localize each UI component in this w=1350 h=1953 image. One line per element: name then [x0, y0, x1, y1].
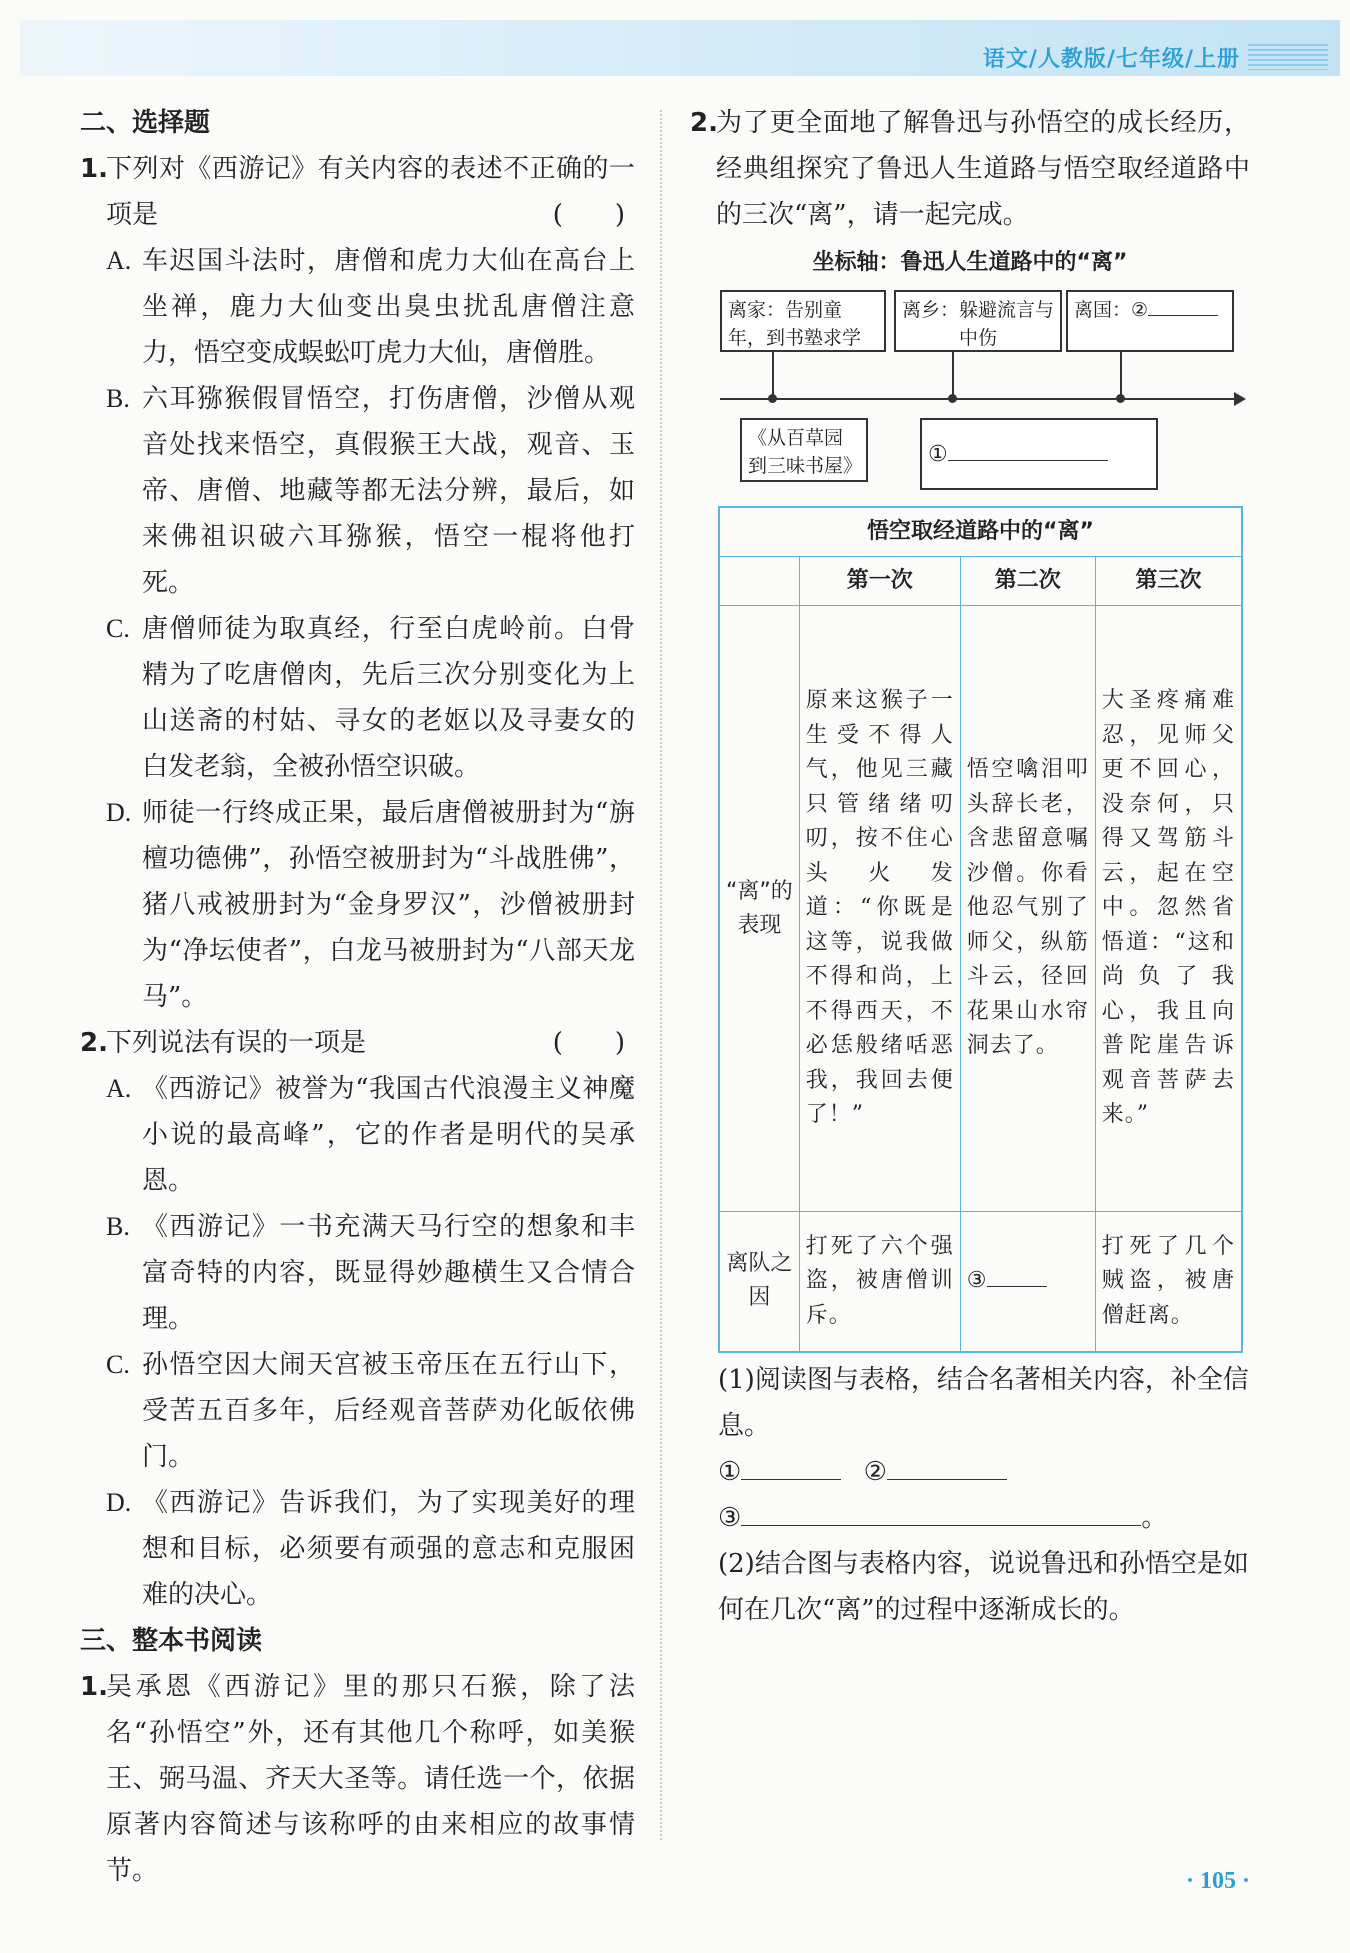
question-stem: 下列对《西游记》有关内容的表述不正确的一项是 ( ) [106, 146, 635, 238]
table-cell-blank-3: ③ [960, 1212, 1095, 1352]
blank-3[interactable] [987, 1286, 1047, 1287]
answer-paren[interactable]: ( ) [552, 1028, 625, 1058]
question-number: 2. [80, 1028, 108, 1058]
question-text: 吴承恩《西游记》里的那只石猴，除了法名“孙悟空”外，还有其他几个称呼，如美猴王、弼马温、齐天大圣等。请任选一个，依据原著内容简述与该称呼的由来相应的故事情节。 [106, 1672, 635, 1886]
section-title-reading: 三、整本书阅读 [80, 1626, 263, 1656]
page-number: · 105 · [1185, 1868, 1250, 1894]
sub-question-2: (2)结合图与表格内容，说说鲁迅和孙悟空是如何在几次“离”的过程中逐渐成长的。 [718, 1548, 1249, 1625]
timeline-axis [720, 398, 1240, 400]
timeline-dot [1116, 394, 1125, 403]
timeline-box-blank-1: ① [920, 418, 1158, 490]
blank-1[interactable] [948, 460, 1108, 461]
column-divider [660, 110, 662, 1840]
question-stem: 下列说法有误的一项是 ( ) [106, 1020, 635, 1066]
timeline-box-leave-hometown: 离乡：躲避流言与中伤 [894, 290, 1062, 352]
option-b: B. 《西游记》一书充满天马行空的想象和丰富奇特的内容，既显得妙趣横生又合情合理。 [106, 1212, 635, 1334]
question-number: 2. [690, 108, 718, 138]
question-reading-1 [80, 1664, 635, 1894]
question-reading-2 [690, 100, 1250, 238]
timeline-box-leave-country: 离国：② [1066, 290, 1234, 352]
option-d: D. 师徒一行终成正果，最后唐僧被册封为“旃檀功德佛”，孙悟空被册封为“斗战胜佛”，猪八戒被册封为“金身罗汉”，沙僧被册封为“净坛使者”，白龙马被册封为“八部天龙马”。 [106, 798, 635, 1012]
question-2 [80, 1020, 635, 1066]
question-1 [80, 146, 635, 238]
answer-blank-2[interactable] [887, 1479, 1007, 1480]
axis-title: 坐标轴：鲁迅人生道路中的“离” [812, 250, 1128, 275]
section-title-choice: 二、选择题 [80, 108, 211, 138]
answer-paren[interactable]: ( ) [552, 200, 625, 230]
timeline-dot [948, 394, 957, 403]
header-label: 语文/人教版/七年级/上册 [982, 47, 1240, 72]
arrow-right-icon [1234, 392, 1246, 406]
table-cell: 打死了几个贼盗，被唐僧赶离。 [1095, 1212, 1242, 1352]
sub-question-1: (1)阅读图与表格，结合名著相关内容，补全信息。 [718, 1364, 1249, 1441]
table-header: 第二次 [960, 557, 1095, 606]
answer-blank-3[interactable] [741, 1525, 1141, 1526]
timeline-box-book: 《从百草园到三味书屋》 [740, 418, 868, 482]
option-c: C. 唐僧师徒为取真经，行至白虎岭前。白骨精为了吃唐僧肉，先后三次分别变化为上山送斋的村姑、寻女的老妪以及寻妻女的白发老翁，全被孙悟空识破。 [106, 614, 635, 782]
option-c: C. 孙悟空因大闹天宫被玉帝压在五行山下，受苦五百多年，后经观音菩萨劝化皈依佛门。 [106, 1350, 635, 1472]
table-cell: 悟空噙泪叩头辞长老，含悲留意嘱沙僧。你看他忍气别了师父，纵筋斗云，径回花果山水帘洞去了。 [960, 606, 1095, 1212]
right-column [690, 100, 1250, 1633]
fill-row-1: ① ② [718, 1449, 1250, 1495]
row-label-reason: 离队之因 [719, 1212, 799, 1352]
table-header: 第一次 [799, 557, 960, 606]
table-header: 第三次 [1095, 557, 1242, 606]
answer-blank-1[interactable] [741, 1479, 841, 1480]
question-number: 1. [80, 1672, 108, 1702]
timeline-dot [768, 394, 777, 403]
table-cell: 大圣疼痛难忍，见师父更不回心，没奈何，只得又驾筋斗云，起在空中。忽然省悟道：“这和尚负了我心，我且向普陀崖告诉观音菩萨去来。” [1095, 606, 1242, 1212]
option-a: A. 《西游记》被誉为“我国古代浪漫主义神魔小说的最高峰”，它的作者是明代的吴承恩。 [106, 1074, 635, 1196]
timeline-diagram [690, 280, 1250, 500]
blank-2[interactable] [1148, 315, 1218, 316]
table-title: 悟空取经道路中的“离” [719, 507, 1242, 557]
timeline-box-leave-home: 离家：告别童年，到书塾求学 [720, 290, 886, 352]
option-b: B. 六耳猕猴假冒悟空，打伤唐僧，沙僧从观音处找来悟空，真假猴王大战，观音、玉帝、唐僧、地藏等都无法分辨，最后，如来佛祖识破六耳猕猴，悟空一棍将他打死。 [106, 384, 635, 598]
header-stripes [1248, 44, 1328, 70]
question-text: 为了更全面地了解鲁迅与孙悟空的成长经历，经典组探究了鲁迅人生道路与悟空取经道路中的三次“离”，请一起完成。 [716, 108, 1250, 230]
table-cell: 打死了六个强盗，被唐僧训斥。 [799, 1212, 960, 1352]
question-number: 1. [80, 154, 108, 184]
left-column [80, 100, 635, 1894]
option-d: D. 《西游记》告诉我们，为了实现美好的理想和目标，必须要有顽强的意志和克服困难的决心。 [106, 1488, 635, 1610]
row-label-manifestation: “离”的表现 [719, 606, 799, 1212]
table-cell: 原来这猴子一生受不得人气，他见三藏只管绪绪叨叨，按不住心头火发道：“你既是这等，说我做不得和尚，上不得西天，不必恁般绪咶恶我，我回去便了！” [799, 606, 960, 1212]
fill-row-2: ③ 。 [718, 1502, 1168, 1533]
option-a: A. 车迟国斗法时，唐僧和虎力大仙在高台上坐禅，鹿力大仙变出臭虫扰乱唐僧注意力，悟空变成蜈蚣叮虎力大仙，唐僧胜。 [106, 246, 635, 368]
wukong-table [718, 506, 1243, 1353]
